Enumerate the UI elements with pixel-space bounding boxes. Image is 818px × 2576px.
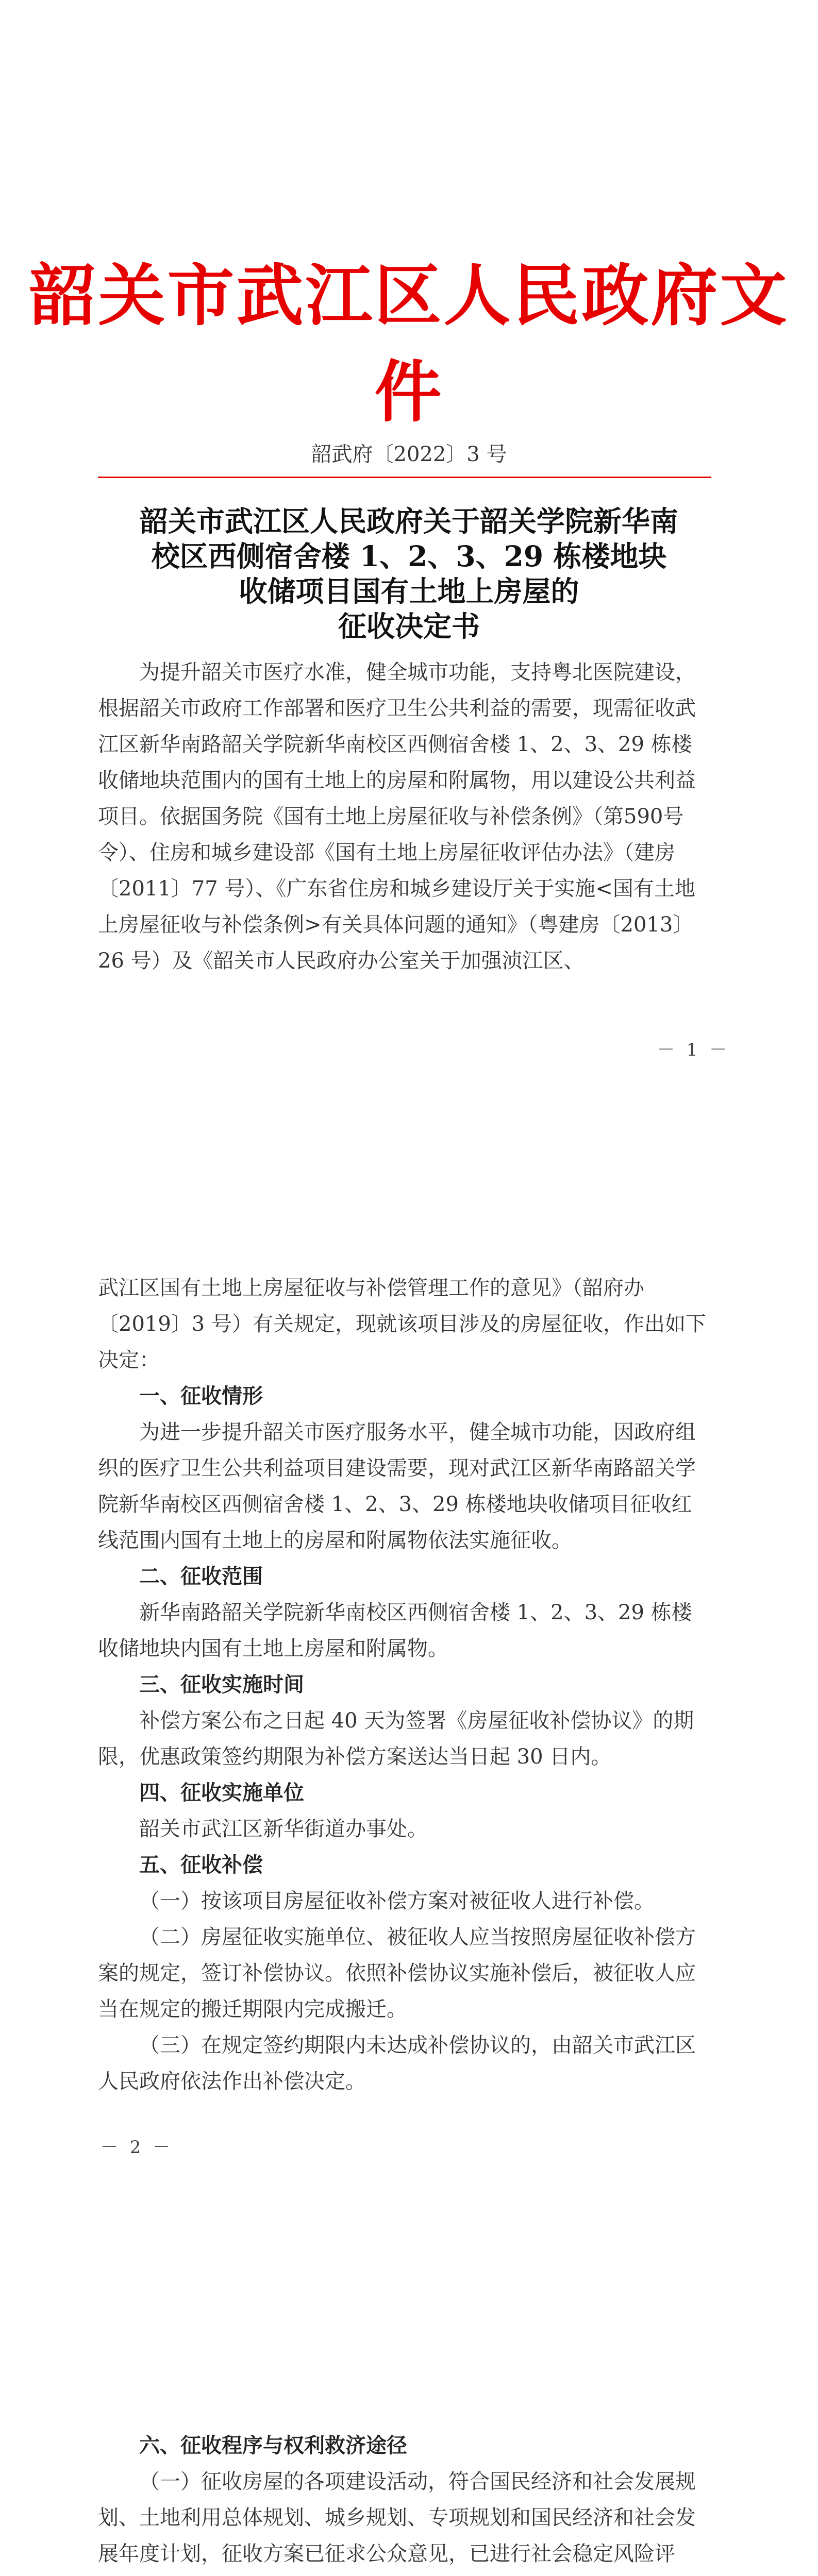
section-2-text: 新华南路韶关学院新华南校区西侧宿舍楼 1、2、3、29 栋楼收储地块内国有土地上房屋和附属物。 — [98, 1601, 692, 1660]
page-number-2: － 2 － — [101, 2137, 174, 2158]
title-line-1: 韶关市武江区人民政府关于韶关学院新华南 — [139, 504, 678, 538]
header-red-rule — [98, 477, 711, 478]
page-2-body — [98, 1270, 706, 2099]
page-3 — [0, 2313, 818, 2576]
title-line-3: 收储项目国有土地上房屋的 — [239, 574, 579, 608]
document-header-title: 韶关市武江区人民政府文件 — [29, 256, 789, 431]
section-3-heading: 三、征收实施时间 — [139, 1673, 304, 1697]
page-2 — [0, 1157, 818, 2313]
section-4-heading: 四、征收实施单位 — [139, 1781, 304, 1805]
intro-text: 为提升韶关市医疗水准，健全城市功能，支持粤北医院建设，根据韶关市政府工作部署和医疗卫生公共利益的需要，现需征收武江区新华南路韶关学院新华南校区西侧宿舍楼 1、2、3、29 栋楼收储地块范围内的国有土地上的房屋和附属物，用以建设公共利益项目。依据国务院《国有土地上房屋征收与补偿条例》（第590号令）、住房和城乡建设部《国有土地上房屋征收评估办法》（建房〔2011〕77 号）、《广东省住房和城乡建设厅关于实施<国有土地上房屋征收与补偿条例>有关具体问题的通知》（粤建房〔2013〕26 号）及《韶关市人民政府办公室关于加强浈江区、 — [98, 660, 696, 973]
page-3-body — [98, 2428, 706, 2576]
page-number-1: － 1 － — [657, 1040, 730, 1060]
section-6-item-1: （一）征收房屋的各项建设活动，符合国民经济和社会发展规划、土地利用总体规划、城乡规划、专项规划和国民经济和社会发展年度计划，征收方案已征求公众意见，已进行社会稳定风险评 — [98, 2470, 696, 2566]
section-4-text: 韶关市武江区新华街道办事处。 — [139, 1817, 428, 1841]
section-5-heading: 五、征收补偿 — [139, 1853, 263, 1877]
page-1 — [0, 0, 818, 1157]
section-1-heading: 一、征收情形 — [139, 1384, 263, 1408]
section-2-heading: 二、征收范围 — [139, 1565, 263, 1588]
section-6-heading: 六、征收程序与权利救济途径 — [139, 2434, 407, 2458]
section-1-text: 为进一步提升韶关市医疗服务水平，健全城市功能，因政府组织的医疗卫生公共利益项目建设需要，现对武江区新华南路韶关学院新华南校区西侧宿舍楼 1、2、3、29 栋楼地块收储项目征收红线范围内国有土地上的房屋和附属物依法实施征收。 — [98, 1420, 696, 1552]
section-5-item-1: （一）按该项目房屋征收补偿方案对被征收人进行补偿。 — [139, 1889, 655, 1913]
section-5-item-2: （二）房屋征收实施单位、被征收人应当按照房屋征收补偿方案的规定，签订补偿协议。依照补偿协议实施补偿后，被征收人应当在规定的搬迁期限内完成搬迁。 — [98, 1925, 696, 2021]
decision-title — [0, 504, 818, 644]
title-line-2: 校区西侧宿舍楼 1、2、3、29 栋楼地块 — [151, 539, 667, 573]
intro-paragraph — [98, 654, 706, 979]
continuation-text: 武江区国有土地上房屋征收与补偿管理工作的意见》（韶府办〔2019〕3 号）有关规定，现就该项目涉及的房屋征收，作出如下决定： — [98, 1276, 706, 1372]
title-line-4: 征收决定书 — [338, 609, 480, 643]
document-number: 韶武府〔2022〕3 号 — [311, 443, 507, 466]
section-5-item-3: （三）在规定签约期限内未达成补偿协议的，由韶关市武江区人民政府依法作出补偿决定。 — [98, 2033, 696, 2093]
section-3-text: 补偿方案公布之日起 40 天为签署《房屋征收补偿协议》的期限，优惠政策签约期限为补偿方案送达当日起 30 日内。 — [98, 1709, 694, 1769]
